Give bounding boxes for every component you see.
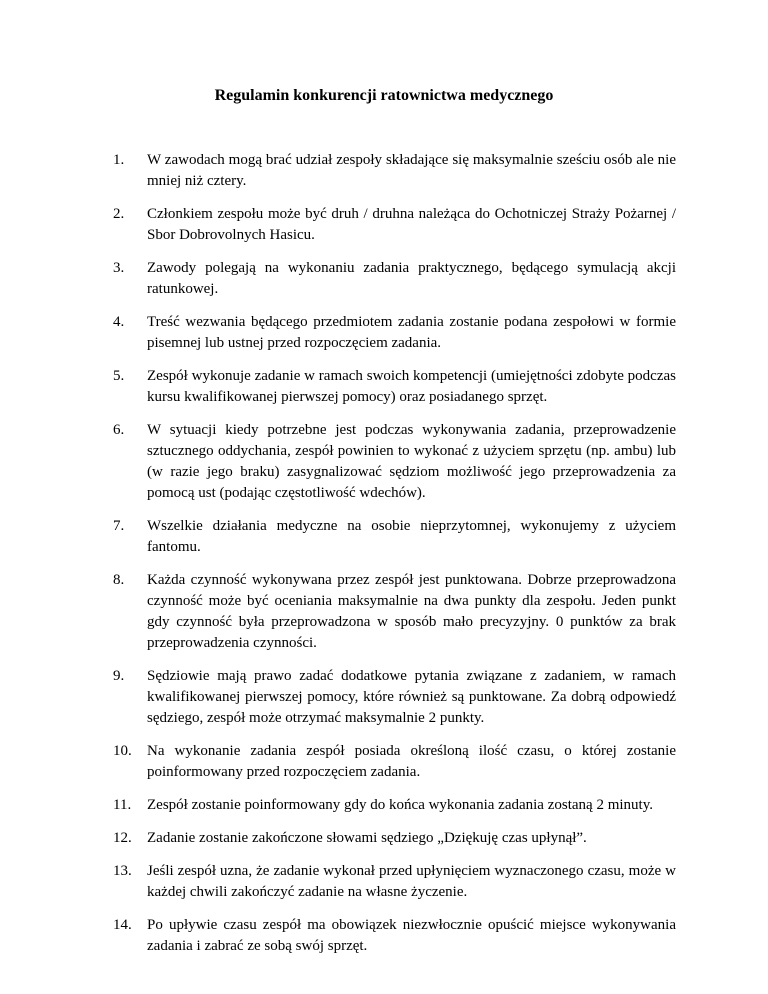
rule-text: W sytuacji kiedy potrzebne jest podczas wykonywania zadania, przeprowadzenie sztucznego oddychania, zespół powinien to wykonać z użyciem sprzętu (np. ambu) lub (w razie jego braku) zasygnalizować sędziom możliwość jego przeprowadzenia za pomocą ust (podając częstotliwość wdechów). <box>147 422 676 501</box>
rule-text: Zespół wykonuje zadanie w ramach swoich kompetencji (umiejętności zdobyte podczas kursu kwalifikowanej pierwszej pomocy) oraz posiadanego sprzęt. <box>147 368 676 405</box>
document-title: Regulamin konkurencji ratownictwa medycznego <box>214 87 554 104</box>
rule-text: Członkiem zespołu może być druh / druhna należąca do Ochotniczej Straży Pożarnej / Sbor Dobrovolnych Hasicu. <box>147 206 676 243</box>
rule-text: Zespół zostanie poinformowany gdy do końca wykonania zadania zostaną 2 minuty. <box>147 797 653 813</box>
rule-item <box>113 828 676 849</box>
rule-text: Wszelkie działania medyczne na osobie nieprzytomnej, wykonujemy z użyciem fantomu. <box>147 518 676 555</box>
rule-item <box>113 258 676 300</box>
rule-number: 9. <box>113 668 125 684</box>
rule-item <box>113 366 676 408</box>
rule-number: 6. <box>113 422 125 438</box>
rule-text: Po upływie czasu zespół ma obowiązek niezwłocznie opuścić miejsce wykonywania zadania i zabrać ze sobą swój sprzęt. <box>147 917 676 954</box>
rule-number: 8. <box>113 572 125 588</box>
rule-number: 3. <box>113 260 125 276</box>
rule-number: 12. <box>113 830 132 846</box>
rule-text: W zawodach mogą brać udział zespoły składające się maksymalnie sześciu osób ale nie mniej niż cztery. <box>147 152 676 189</box>
rule-text: Zawody polegają na wykonaniu zadania praktycznego, będącego symulacją akcji ratunkowej. <box>147 260 676 297</box>
rule-number: 11. <box>113 797 132 813</box>
rule-text: Na wykonanie zadania zespół posiada określoną ilość czasu, o której zostanie poinformowany przed rozpoczęciem zadania. <box>147 743 676 780</box>
rule-text: Zadanie zostanie zakończone słowami sędziego „Dziękuję czas upłynął”. <box>147 830 587 846</box>
rule-text: Każda czynność wykonywana przez zespół jest punktowana. Dobrze przeprowadzona czynność może być oceniania maksymalnie na dwa punkty dla zespołu. Jeden punkt gdy czynność była przeprowadzona w sposób mało precyzyjny. 0 punktów za brak przeprowadzenia czynności. <box>147 572 676 651</box>
rule-text: Treść wezwania będącego przedmiotem zadania zostanie podana zespołowi w formie pisemnej lub ustnej przed rozpoczęciem zadania. <box>147 314 676 351</box>
rule-item <box>113 795 676 816</box>
rule-item <box>113 204 676 246</box>
rule-text: Jeśli zespół uzna, że zadanie wykonał przed upłynięciem wyznaczonego czasu, może w każdej chwili zakończyć zadanie na własne życzenie. <box>147 863 676 900</box>
rule-item <box>113 312 676 354</box>
rule-number: 4. <box>113 314 125 330</box>
rule-item <box>113 516 676 558</box>
rule-number: 13. <box>113 863 132 879</box>
rule-number: 2. <box>113 206 125 222</box>
rule-item <box>113 570 676 654</box>
rule-item <box>113 666 676 729</box>
rule-text: Sędziowie mają prawo zadać dodatkowe pytania związane z zadaniem, w ramach kwalifikowanej pierwszej pomocy, które również są punktowane. Za dobrą odpowiedź sędziego, zespół może otrzymać maksymalnie 2 punkty. <box>147 668 676 726</box>
rules-list <box>113 150 676 969</box>
rule-number: 14. <box>113 917 132 933</box>
rule-number: 10. <box>113 743 132 759</box>
rule-item <box>113 420 676 504</box>
rule-item <box>113 150 676 192</box>
rule-item <box>113 741 676 783</box>
rule-number: 5. <box>113 368 125 384</box>
rule-item <box>113 861 676 903</box>
rule-number: 7. <box>113 518 125 534</box>
rule-number: 1. <box>113 152 125 168</box>
rule-item <box>113 915 676 957</box>
